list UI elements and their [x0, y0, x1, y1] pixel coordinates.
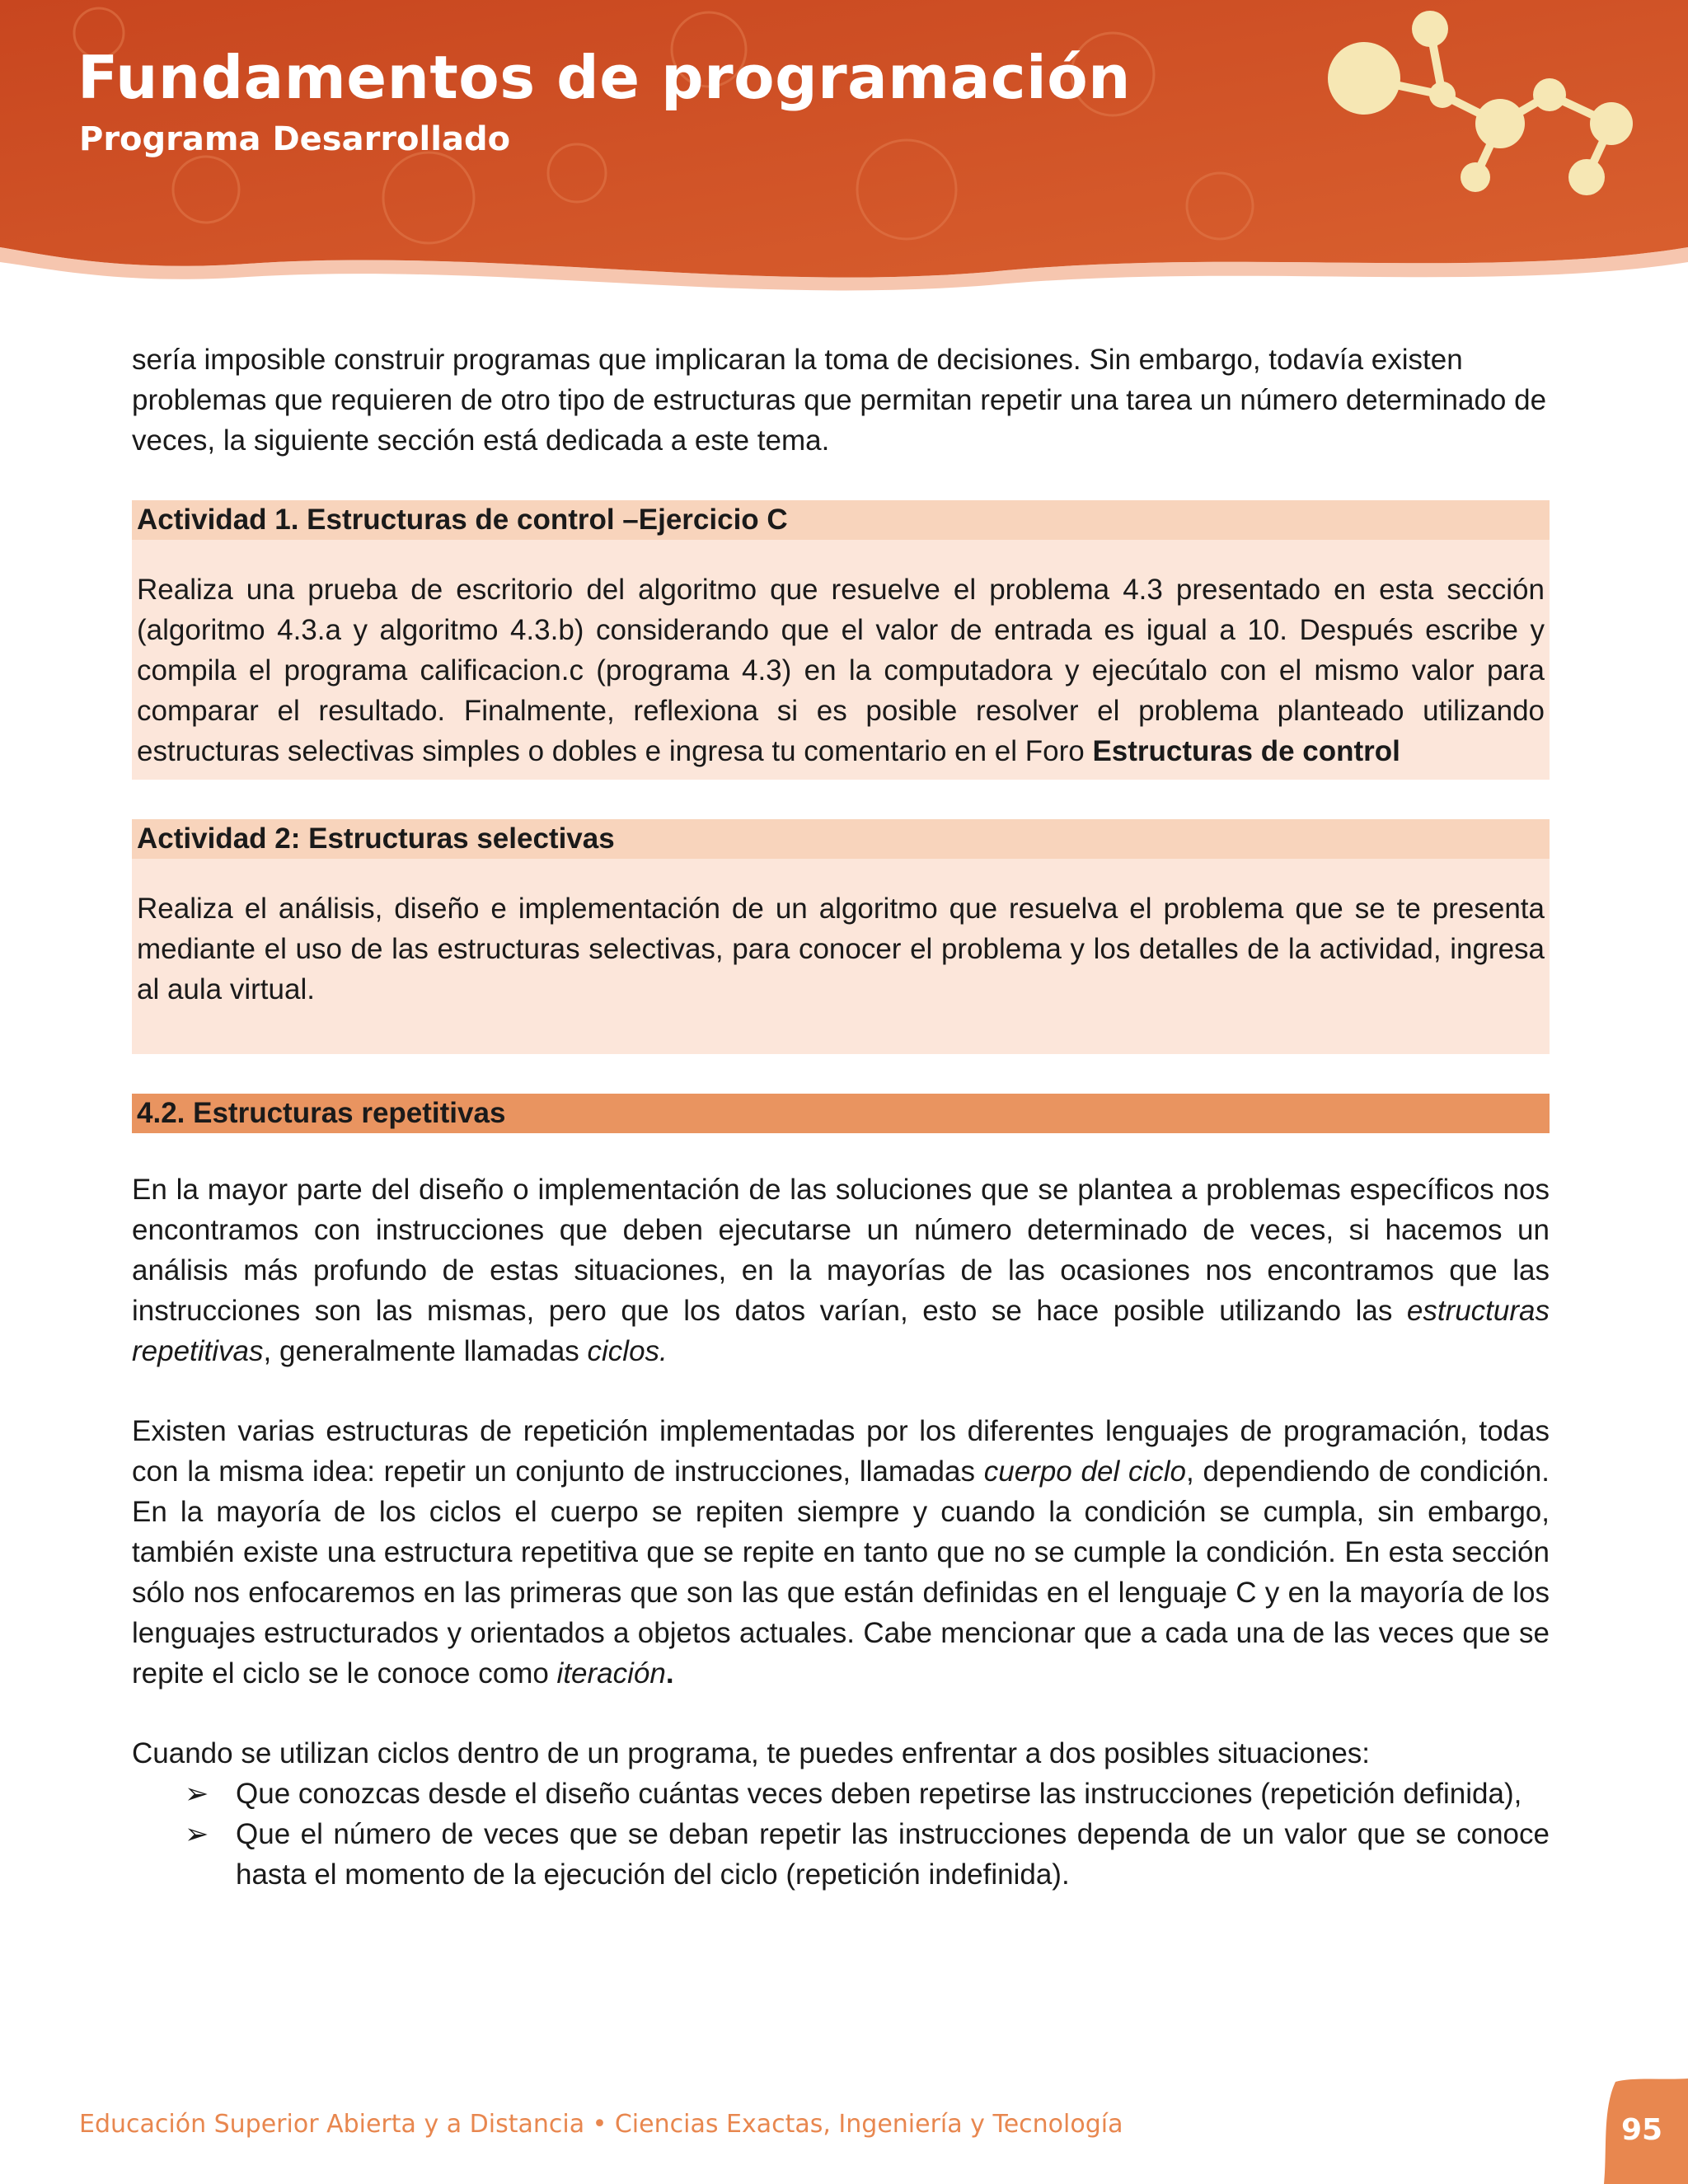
p2-text-b: , dependiendo de condición. En la mayoría de los ciclos el cuerpo se repiten siempre y cuando la condición se cumpla, sin embargo, también existe una estructura repetitiva que se repite en tanto que no se cumple la condición. En esta sección sólo nos enfocaremos en las primeras que son las que están definidas en el lenguaje C y en la mayoría de los lenguajes estructurados y orientados a objetos actuales. Cabe mencionar que a cada una de las veces que se repite el ciclo se le conoce como	[132, 1455, 1550, 1690]
p1-text-b: , generalmente llamadas	[263, 1335, 588, 1367]
activity-1-text: Realiza una prueba de escritorio del algoritmo que resuelve el problema 4.3 presentado en esta sección (algoritmo 4.3.a y algoritmo 4.3.b) considerando que el valor de entrada es igual a 10. Después escribe y compila el programa calificacion.c (programa 4.3) en la computadora y ejecútalo con el mismo valor para comparar el resultado. Finalmente, reflexiona si es posible resolver el problema planteado utilizando estructuras selectivas simples o dobles e ingresa tu comentario en el Foro	[137, 574, 1545, 767]
page-content	[132, 340, 1550, 1895]
section-paragraph-3: Cuando se utilizan ciclos dentro de un programa, te puedes enfrentar a dos posibles situaciones:	[132, 1737, 1371, 1769]
arrow-bullet-icon: ➢	[185, 1818, 209, 1850]
document-subtitle: Programa Desarrollado	[79, 120, 511, 158]
page-number: 95	[1620, 2113, 1663, 2147]
list-item-text: Que el número de veces que se deban repetir las instrucciones dependa de un valor que se conoce hasta el momento de la ejecución del ciclo (repetición indefinida).	[236, 1818, 1550, 1891]
p2-text-a: Existen varias estructuras de repetición implementadas por los diferentes lenguajes de programación, todas con la misma idea: repetir un conjunto de instrucciones, llamadas	[132, 1415, 1550, 1488]
header-banner	[0, 0, 1688, 297]
p1-emphasis-1: estructuras repetitivas	[132, 1295, 1550, 1367]
list-item-text: Que conozcas desde el diseño cuántas veces deben repetirse las instrucciones (repetición definida),	[236, 1778, 1522, 1810]
activity-1-box	[132, 500, 1550, 780]
activity-1-body	[132, 540, 1550, 780]
p1-emphasis-2: ciclos.	[587, 1335, 668, 1367]
list-item	[132, 1774, 1550, 1814]
section-heading: 4.2. Estructuras repetitivas	[132, 1094, 1550, 1133]
document-title: Fundamentos de programación	[77, 43, 1131, 112]
list-item	[132, 1814, 1550, 1895]
section-paragraph-1	[132, 1169, 1550, 1371]
p2-emphasis-1: cuerpo del ciclo	[983, 1455, 1187, 1488]
activity-2-heading: Actividad 2: Estructuras selectivas	[132, 819, 1550, 859]
p1-text-a: En la mayor parte del diseño o implementación de las soluciones que se plantea a problemas específicos nos encontramos con instrucciones que deben ejecutarse un número determinado de veces, si hacemos un análisis más profundo de estas situaciones, en la mayorías de las ocasiones nos encontramos que las instrucciones son las mismas, pero que los datos varían, esto se hace posible utilizando las	[132, 1174, 1550, 1327]
activity-1-forum-name: Estructuras de control	[1092, 735, 1400, 767]
arrow-bullet-icon: ➢	[185, 1778, 209, 1810]
activity-1-heading: Actividad 1. Estructuras de control –Ejercicio C	[132, 500, 1550, 540]
activity-2-box	[132, 819, 1550, 1054]
footer-text: Educación Superior Abierta y a Distancia • Ciencias Exactas, Ingeniería y Tecnología	[79, 2110, 1123, 2139]
activity-2-body: Realiza el análisis, diseño e implementación de un algoritmo que resuelva el problema que se te presenta mediante el uso de las estructuras selectivas, para conocer el problema y los detalles de la actividad, ingresa al aula virtual.	[137, 893, 1545, 1005]
intro-paragraph: sería imposible construir programas que implicaran la toma de decisiones. Sin embargo, todavía existen problemas que requieren de otro tipo de estructuras que permitan repetir una tarea un número determinado de veces, la siguiente sección está dedicada a este tema.	[132, 344, 1547, 457]
p2-emphasis-2: iteración	[556, 1657, 666, 1690]
section-paragraph-2	[132, 1411, 1550, 1694]
p2-end: .	[665, 1657, 674, 1690]
bullet-list	[132, 1774, 1550, 1895]
